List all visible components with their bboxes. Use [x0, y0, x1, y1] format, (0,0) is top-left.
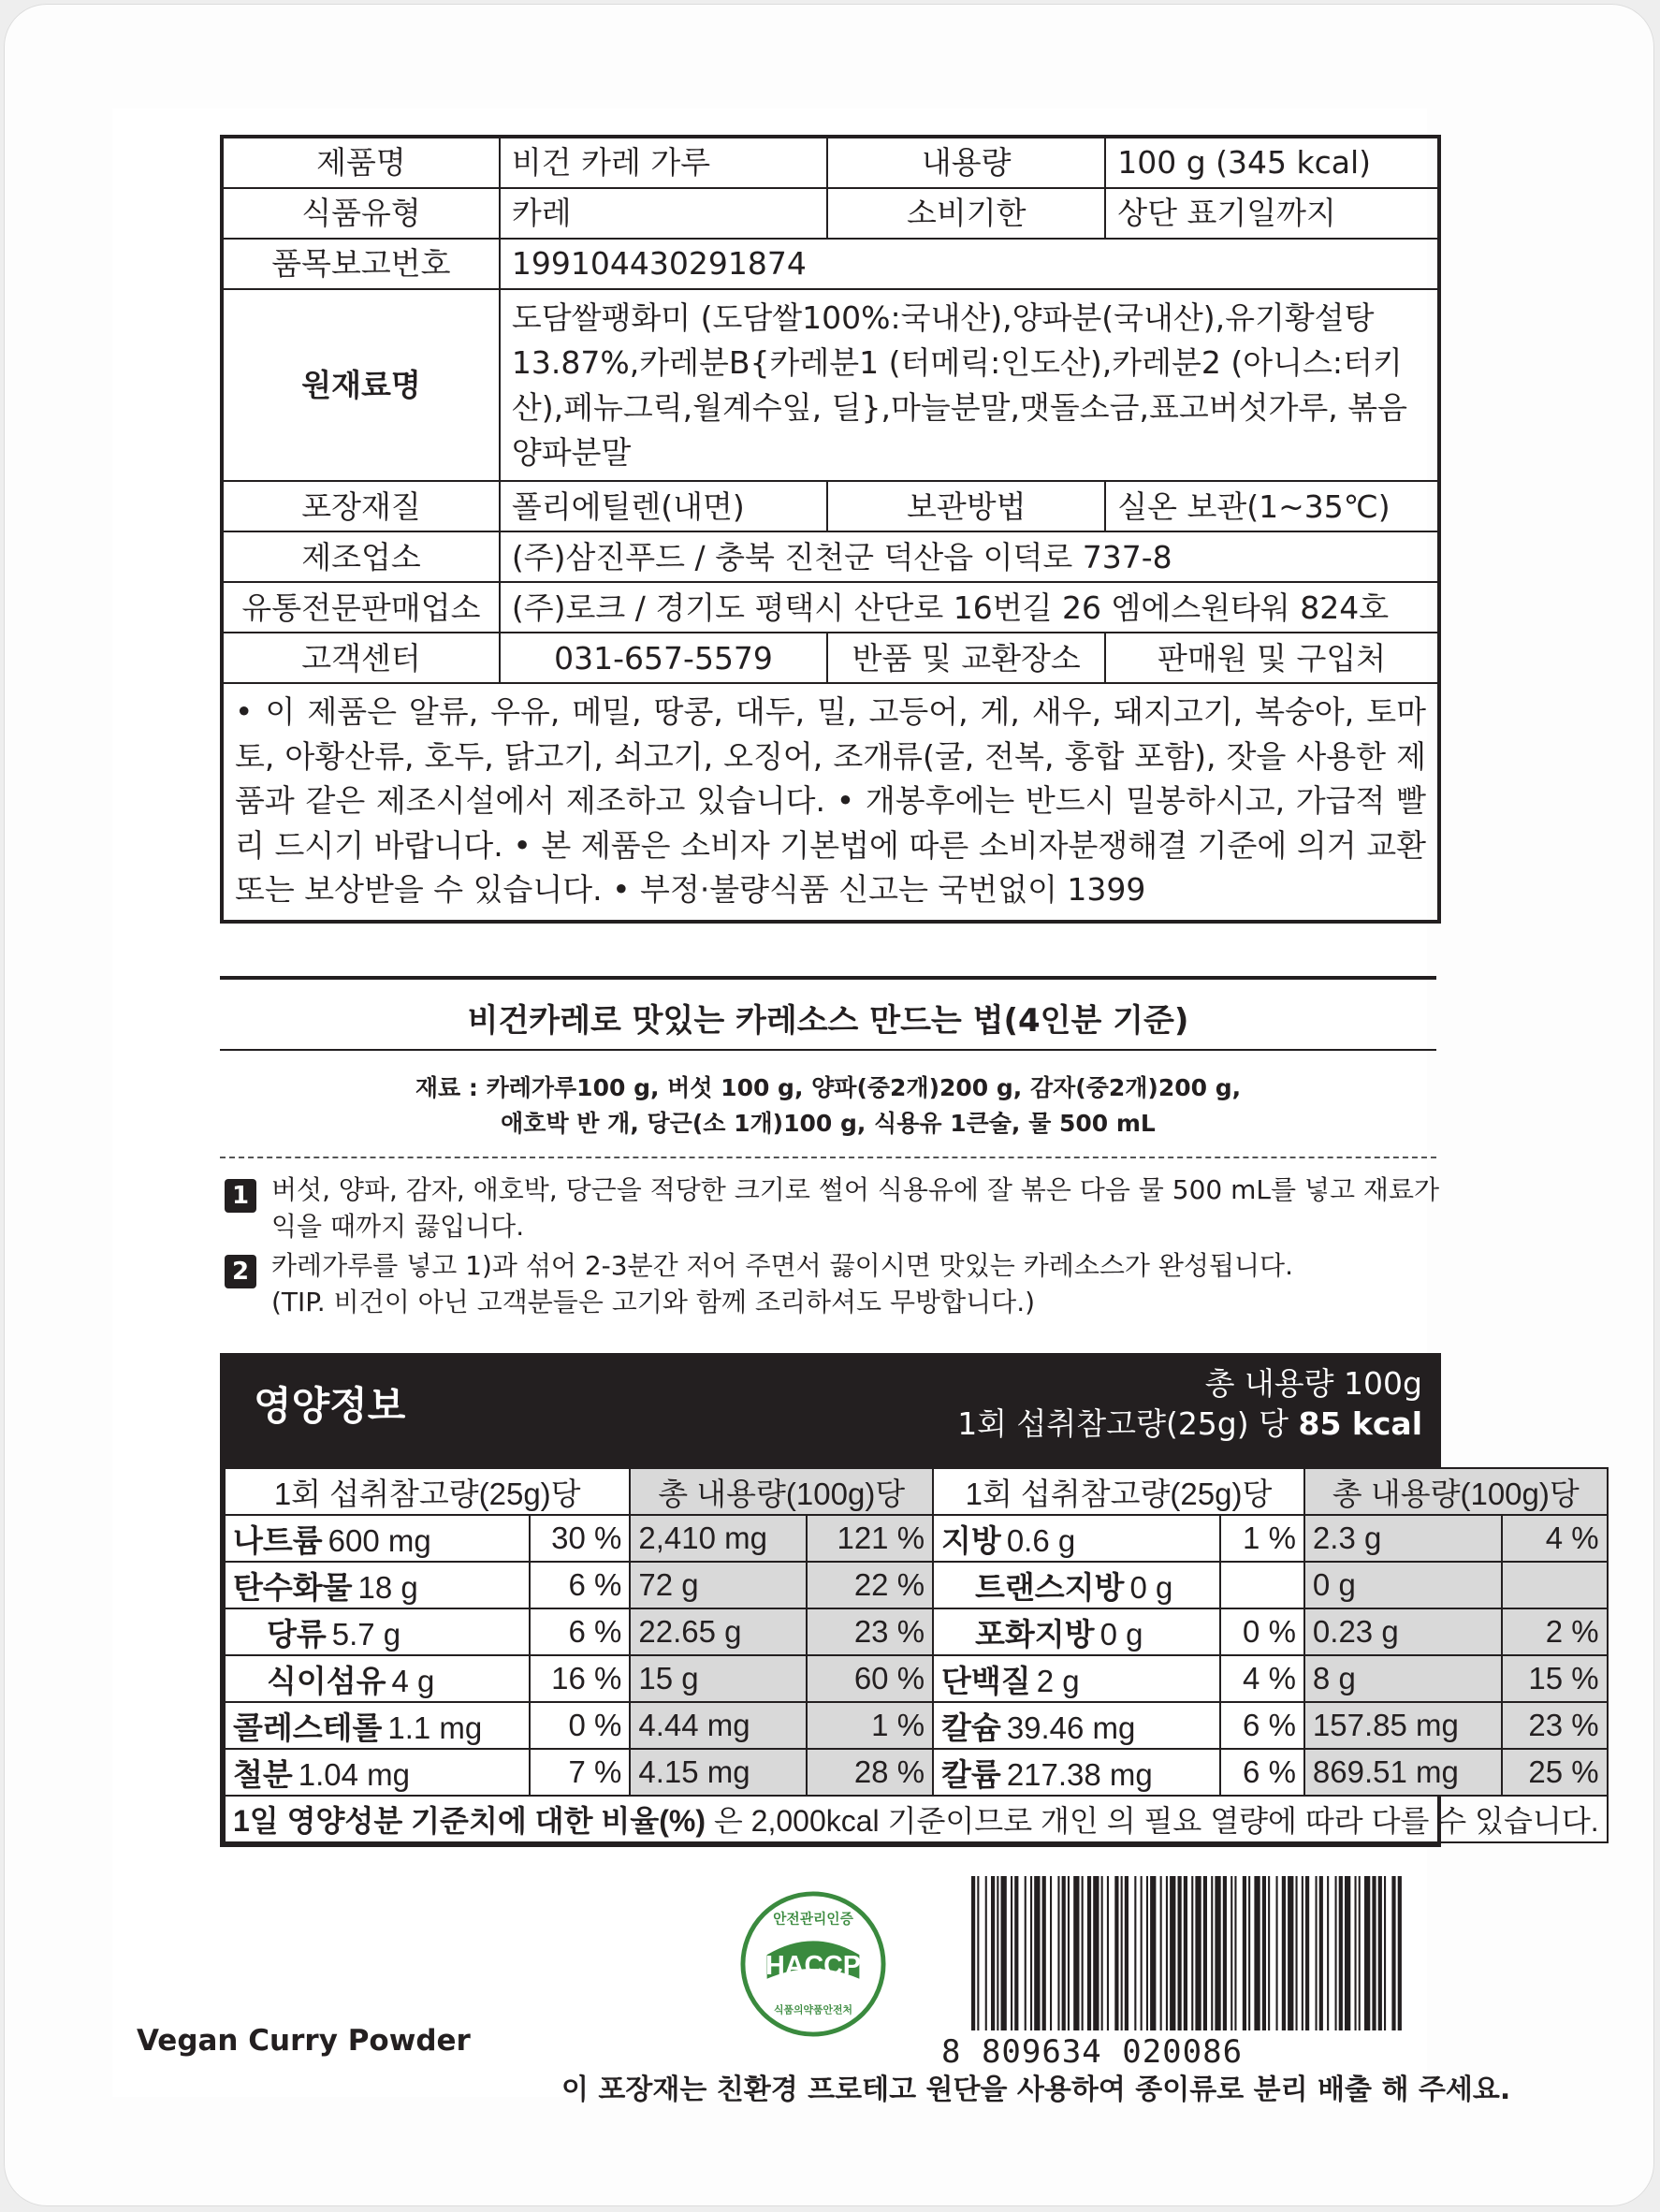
barcode-bar: [985, 1876, 987, 2030]
nutrient-name: 콜레스테롤: [233, 1710, 383, 1745]
nutrient-total-pct-left: 60 %: [807, 1655, 933, 1702]
nutrient-serving-right: [933, 1562, 1220, 1608]
barcode-bar: [1296, 1876, 1298, 2030]
nutrition-col-headers: [225, 1468, 1608, 1515]
nutrient-amount: 39.46 mg: [1006, 1710, 1136, 1745]
barcode-bar: [1335, 1876, 1337, 2030]
table-row: [222, 137, 1439, 188]
barcode-bar: [1398, 1876, 1402, 2030]
nutrient-serving-right: [933, 1702, 1220, 1749]
haccp-bottom-text: 식품의약품안전처: [774, 2003, 852, 2016]
expiry-value: 상단 표기일까지: [1105, 188, 1439, 239]
return-place-label: 반품 및 교환장소: [827, 633, 1105, 683]
distributor-label: 유통전문판매업소: [222, 582, 500, 633]
barcode-bar: [1319, 1876, 1323, 2030]
step-2-line1: 카레가루를 넣고 1)과 섞어 2-3분간 저어 주면서 끓이시면 맛있는 카레소스가 완성됩니다.: [271, 1250, 1294, 1281]
nutrient-pct-left: 7 %: [530, 1749, 630, 1796]
barcode-bar: [1101, 1876, 1103, 2030]
barcode-bar: [1062, 1876, 1066, 2030]
barcode-bar: [1166, 1876, 1168, 2030]
barcode-bar: [1355, 1876, 1357, 2030]
nutrient-amount: 0.6 g: [1006, 1522, 1076, 1558]
allergy-notice: • 이 제품은 알류, 우유, 메밀, 땅콩, 대두, 밀, 고등어, 게, 새우, 돼지고기, 복숭아, 토마토, 아황산류, 호두, 닭고기, 쇠고기, 오징어, 조개류(굴, 전복, 홍합 포함), 잣을 사용한 제품과 같은 제조시설에서 제조하고 있습니다. • 개봉후에는 반드시 밀봉하시고, 가급적 빨리 드시기 바랍니다. • 본 제품은 소비자 기본법에 따른 소비자분쟁해결 기준에 의거 교환 또는 보상받을 수 있습니다. • 부정·불량식품 신고는 국번없이 1399: [222, 683, 1439, 922]
nutrient-total-right: 2.3 g: [1304, 1515, 1502, 1562]
barcode-bar: [1230, 1876, 1232, 2030]
nutrient-pct-right: 1 %: [1220, 1515, 1304, 1562]
packaging-value: 폴리에틸렌(내면): [500, 481, 827, 531]
barcode-bar: [1125, 1876, 1129, 2030]
distributor-value: (주)로크 / 경기도 평택시 산단로 16번길 26 엠에스원타워 824호: [500, 582, 1439, 633]
nutrient-total-pct-right: 15 %: [1502, 1655, 1608, 1702]
serving-kcal: 85 kcal: [1298, 1404, 1422, 1442]
nutrient-name: 칼륨: [941, 1756, 1001, 1792]
step-1-number: 1: [225, 1179, 256, 1213]
nutrient-name: 당류: [267, 1616, 327, 1652]
brand-name: Vegan Curry Powder: [137, 2024, 471, 2058]
nutrient-amount: 217.38 mg: [1006, 1756, 1153, 1792]
recipe-ingredients: [220, 1070, 1436, 1141]
nutrient-amount: 0 g: [1099, 1616, 1143, 1652]
nutrient-total-pct-left: 28 %: [807, 1749, 933, 1796]
table-row: [222, 633, 1439, 683]
barcode-bar: [971, 1876, 975, 2030]
nutrient-total-pct-right: 4 %: [1502, 1515, 1608, 1562]
nutrient-serving-right: [933, 1749, 1220, 1796]
table-row: [222, 582, 1439, 633]
barcode-bar: [1195, 1876, 1201, 2030]
nutrition-table: [224, 1467, 1609, 1843]
nutrient-serving-left: [225, 1562, 530, 1608]
barcode: [966, 1876, 1405, 2030]
table-row: [222, 188, 1439, 239]
barcode-bar: [1268, 1876, 1270, 2030]
nutrient-total-pct-left: 22 %: [807, 1562, 933, 1608]
barcode-bar: [1234, 1876, 1236, 2030]
nutrient-amount: 2 g: [1036, 1663, 1080, 1698]
nutrient-total-pct-right: 2 %: [1502, 1608, 1608, 1655]
nutrient-name: 단백질: [941, 1663, 1031, 1698]
barcode-bar: [1150, 1876, 1156, 2030]
nutrition-header: [224, 1357, 1437, 1467]
barcode-bar: [1025, 1876, 1027, 2030]
food-type-label: 식품유형: [222, 188, 500, 239]
nutrient-name: 트랜스지방: [975, 1569, 1125, 1605]
eco-notice: 이 포장재는 친환경 프로테고 원단을 사용하여 종이류로 분리 배출 해 주세요.: [561, 2074, 1511, 2106]
col-total-right: 총 내용량(100g)당: [1304, 1468, 1608, 1515]
nutrient-pct-left: 16 %: [530, 1655, 630, 1702]
barcode-bar: [1042, 1876, 1046, 2030]
barcode-bar: [1082, 1876, 1084, 2030]
nutrient-total-pct-right: [1502, 1562, 1608, 1608]
barcode-bar: [1211, 1876, 1213, 2030]
nutrient-name: 철분: [233, 1756, 293, 1792]
barcode-bar: [1121, 1876, 1123, 2030]
table-row: [222, 481, 1439, 531]
nutrient-pct-left: 0 %: [530, 1702, 630, 1749]
customer-center-phone: 031-657-5579: [500, 633, 827, 683]
nutrition-row: [225, 1562, 1608, 1608]
barcode-bar: [1359, 1876, 1361, 2030]
barcode-bar: [1339, 1876, 1343, 2030]
barcode-bar: [1114, 1876, 1118, 2030]
storage-label: 보관방법: [827, 481, 1105, 531]
col-total-left: 총 내용량(100g)당: [630, 1468, 933, 1515]
haccp-logo: [739, 1890, 887, 2038]
nutrient-serving-left: [225, 1655, 530, 1702]
nutrition-title: 영양정보: [254, 1383, 406, 1429]
step-2-number: 2: [225, 1255, 256, 1288]
barcode-bar: [1107, 1876, 1109, 2030]
nutrient-total-left: 4.15 mg: [630, 1749, 806, 1796]
nutrient-name: 지방: [941, 1522, 1001, 1558]
barcode-bar: [1050, 1876, 1052, 2030]
barcode-bar: [1243, 1876, 1246, 2030]
nutrient-pct-right: 4 %: [1220, 1655, 1304, 1702]
product-name: 비건 카레 가루: [500, 137, 827, 188]
nutrient-amount: 18 g: [357, 1569, 418, 1605]
nutrient-name: 칼슘: [941, 1710, 1001, 1745]
barcode-bar: [1034, 1876, 1040, 2030]
nutrient-pct-right: 6 %: [1220, 1749, 1304, 1796]
nutrition-row: [225, 1608, 1608, 1655]
nutrition-row: [225, 1749, 1608, 1796]
barcode-bar: [977, 1876, 979, 2030]
table-row: [222, 531, 1439, 582]
expiry-label: 소비기한: [827, 188, 1105, 239]
product-info-table: [220, 135, 1441, 924]
product-name-label: 제품명: [222, 137, 500, 188]
step-2-line2: (TIP. 비건이 아닌 고객분들은 고기와 함께 조리하셔도 무방합니다.): [271, 1287, 1036, 1318]
nutrient-amount: 1.04 mg: [298, 1756, 411, 1792]
barcode-bar: [1001, 1876, 1007, 2030]
nutrient-amount: 600 mg: [328, 1522, 431, 1558]
nutrient-name: 식이섬유: [267, 1663, 386, 1698]
barcode-bar: [1134, 1876, 1136, 2030]
nutrient-total-left: 2,410 mg: [630, 1515, 806, 1562]
barcode-bar: [1302, 1876, 1303, 2030]
barcode-bar: [1093, 1876, 1099, 2030]
barcode-bar: [1288, 1876, 1293, 2030]
nutrition-total: 총 내용량 100g: [1204, 1365, 1422, 1402]
customer-center-label: 고객센터: [222, 633, 500, 683]
nutrient-amount: 1.1 mg: [387, 1710, 483, 1745]
report-number-label: 품목보고번호: [222, 239, 500, 289]
nutrient-amount: 0 g: [1129, 1569, 1173, 1605]
nutrient-total-right: 869.51 mg: [1304, 1749, 1502, 1796]
barcode-bar: [1305, 1876, 1309, 2030]
nutrient-serving-left: [225, 1702, 530, 1749]
nutrition-footnote-row: [225, 1796, 1608, 1842]
nutrient-total-pct-right: 25 %: [1502, 1749, 1608, 1796]
storage-value: 실온 보관(1~35℃): [1105, 481, 1439, 531]
manufacturer-value: (주)삼진푸드 / 충북 진천군 덕산읍 이덕로 737-8: [500, 531, 1439, 582]
barcode-bar: [1057, 1876, 1059, 2030]
barcode-bar: [1391, 1876, 1395, 2030]
step-1-text: 버섯, 양파, 감자, 애호박, 당근을 적당한 크기로 썰어 식용유에 잘 볶은 다음 물 500 mL를 넣고 재료가 익을 때까지 끓입니다.: [271, 1174, 1440, 1243]
barcode-bar: [1276, 1876, 1278, 2030]
barcode-bar: [1364, 1876, 1370, 2030]
nutrient-serving-right: [933, 1515, 1220, 1562]
nutrient-serving-right: [933, 1608, 1220, 1655]
barcode-bar: [1316, 1876, 1318, 2030]
nutrient-amount: 4 g: [391, 1663, 435, 1698]
nutrient-total-left: 15 g: [630, 1655, 806, 1702]
barcode-bar: [1223, 1876, 1227, 2030]
barcode-bar: [1378, 1876, 1382, 2030]
ingredients-value: 도담쌀팽화미 (도담쌀100%:국내산),양파분(국내산),유기황설탕 13.87%,카레분B{카레분1 (터메릭:인도산),카레분2 (아니스:터키산),페뉴그릭,월계수잎, 딜},마늘분말,맷돌소금,표고버섯가루, 볶음양파분말: [500, 289, 1439, 481]
nutrient-name: 포화지방: [975, 1616, 1095, 1652]
barcode-bar: [1011, 1876, 1012, 2030]
nutrition-row: [225, 1515, 1608, 1562]
barcode-bar: [1345, 1876, 1350, 2030]
barcode-bar: [1178, 1876, 1182, 2030]
nutrient-total-right: 157.85 mg: [1304, 1702, 1502, 1749]
barcode-bar: [1068, 1876, 1070, 2030]
barcode-bar: [1254, 1876, 1260, 2030]
nutrient-serving-right: [933, 1655, 1220, 1702]
recipe-step-1: [225, 1171, 1441, 1244]
recipe-title: 비건카레로 맛있는 카레소스 만드는 법(4인분 기준): [467, 1002, 1189, 1040]
recipe-ingredients-line1: 재료 : 카레가루100 g, 버섯 100 g, 양파(중2개)200 g, 감자(중2개)200 g,: [415, 1074, 1242, 1101]
barcode-bar: [1184, 1876, 1187, 2030]
nutrition-facts: [220, 1353, 1599, 1847]
barcode-bar: [1160, 1876, 1162, 2030]
nutrient-total-right: 0 g: [1304, 1562, 1502, 1608]
barcode-bar: [1170, 1876, 1175, 2030]
footnote-text: 은 2,000kcal 기준이므로 개인 의 필요 열량에 따라 다를 수 있습니다.: [705, 1804, 1599, 1838]
nutrient-total-left: 4.44 mg: [630, 1702, 806, 1749]
ingredients-label: 원재료명: [222, 289, 500, 481]
packaging-label: 포장재질: [222, 481, 500, 531]
food-type: 카레: [500, 188, 827, 239]
recipe-dashed-divider: [220, 1157, 1436, 1158]
barcode-bar: [1141, 1876, 1143, 2030]
nutrient-total-left: 22.65 g: [630, 1608, 806, 1655]
return-place-value: 판매원 및 구입처: [1105, 633, 1439, 683]
barcode-bar: [1282, 1876, 1286, 2030]
nutrient-serving-left: [225, 1608, 530, 1655]
nutrient-pct-right: [1220, 1562, 1304, 1608]
nutrition-serving: [957, 1404, 1422, 1445]
nutrient-total-right: 8 g: [1304, 1655, 1502, 1702]
serving-prefix: 1회 섭취참고량(25g) 당: [957, 1404, 1299, 1442]
nutrient-pct-right: 6 %: [1220, 1702, 1304, 1749]
barcode-bar: [1191, 1876, 1193, 2030]
nutrient-serving-left: [225, 1749, 530, 1796]
barcode-bar: [1248, 1876, 1250, 2030]
barcode-bar: [1146, 1876, 1148, 2030]
haccp-top-text: 안전관리인증: [773, 1911, 853, 1928]
nutrient-total-right: 0.23 g: [1304, 1608, 1502, 1655]
footnote-bold: 1일 영양성분 기준치에 대한 비율(%): [233, 1804, 706, 1838]
nutrient-name: 탄수화물: [233, 1569, 353, 1605]
col-serving-left: 1회 섭취참고량(25g)당: [225, 1468, 630, 1515]
barcode-bar: [1215, 1876, 1220, 2030]
nutrient-name: 나트륨: [233, 1522, 323, 1558]
barcode-bar: [997, 1876, 998, 2030]
manufacturer-label: 제조업소: [222, 531, 500, 582]
barcode-bar: [1327, 1876, 1329, 2030]
nutrient-pct-right: 0 %: [1220, 1608, 1304, 1655]
nutrition-rows: [225, 1515, 1608, 1796]
recipe-top-rule: [220, 976, 1436, 980]
barcode-bar: [1372, 1876, 1376, 2030]
nutrition-footnote: [225, 1796, 1608, 1842]
nutrient-total-pct-right: 23 %: [1502, 1702, 1608, 1749]
recipe-ingredients-line2: 애호박 반 개, 당근(소 1개)100 g, 식용유 1큰술, 물 500 mL: [501, 1109, 1156, 1137]
nutrient-pct-left: 6 %: [530, 1562, 630, 1608]
nutrient-total-pct-left: 23 %: [807, 1608, 933, 1655]
barcode-bar: [1262, 1876, 1266, 2030]
table-row: [222, 289, 1439, 481]
nutrient-pct-left: 30 %: [530, 1515, 630, 1562]
barcode-bar: [991, 1876, 995, 2030]
nutrition-row: [225, 1702, 1608, 1749]
nutrient-amount: 5.7 g: [331, 1616, 401, 1652]
content-value: 100 g (345 kcal): [1105, 137, 1439, 188]
nutrient-total-pct-left: 1 %: [807, 1702, 933, 1749]
haccp-main-text: HACCP: [765, 1950, 861, 1981]
nutrient-total-pct-left: 121 %: [807, 1515, 933, 1562]
barcode-bar: [1087, 1876, 1091, 2030]
nutrition-row: [225, 1655, 1608, 1702]
col-serving-right: 1회 섭취참고량(25g)당: [933, 1468, 1304, 1515]
barcode-bar: [1014, 1876, 1018, 2030]
barcode-number: 8 809634 020086: [941, 2033, 1244, 2071]
barcode-bar: [1384, 1876, 1386, 2030]
barcode-bar: [1030, 1876, 1032, 2030]
nutrient-pct-left: 6 %: [530, 1608, 630, 1655]
nutrition-summary: [957, 1364, 1422, 1445]
barcode-bar: [1073, 1876, 1079, 2030]
recipe-step-2: [225, 1247, 1441, 1320]
content-label: 내용량: [827, 137, 1105, 188]
nutrient-serving-left: [225, 1515, 530, 1562]
recipe-title-rule: [220, 1049, 1436, 1051]
barcode-bar: [1203, 1876, 1207, 2030]
table-row: [222, 239, 1439, 289]
nutrient-total-left: 72 g: [630, 1562, 806, 1608]
table-row: [222, 683, 1439, 922]
report-number: 199104430291874: [500, 239, 1439, 289]
